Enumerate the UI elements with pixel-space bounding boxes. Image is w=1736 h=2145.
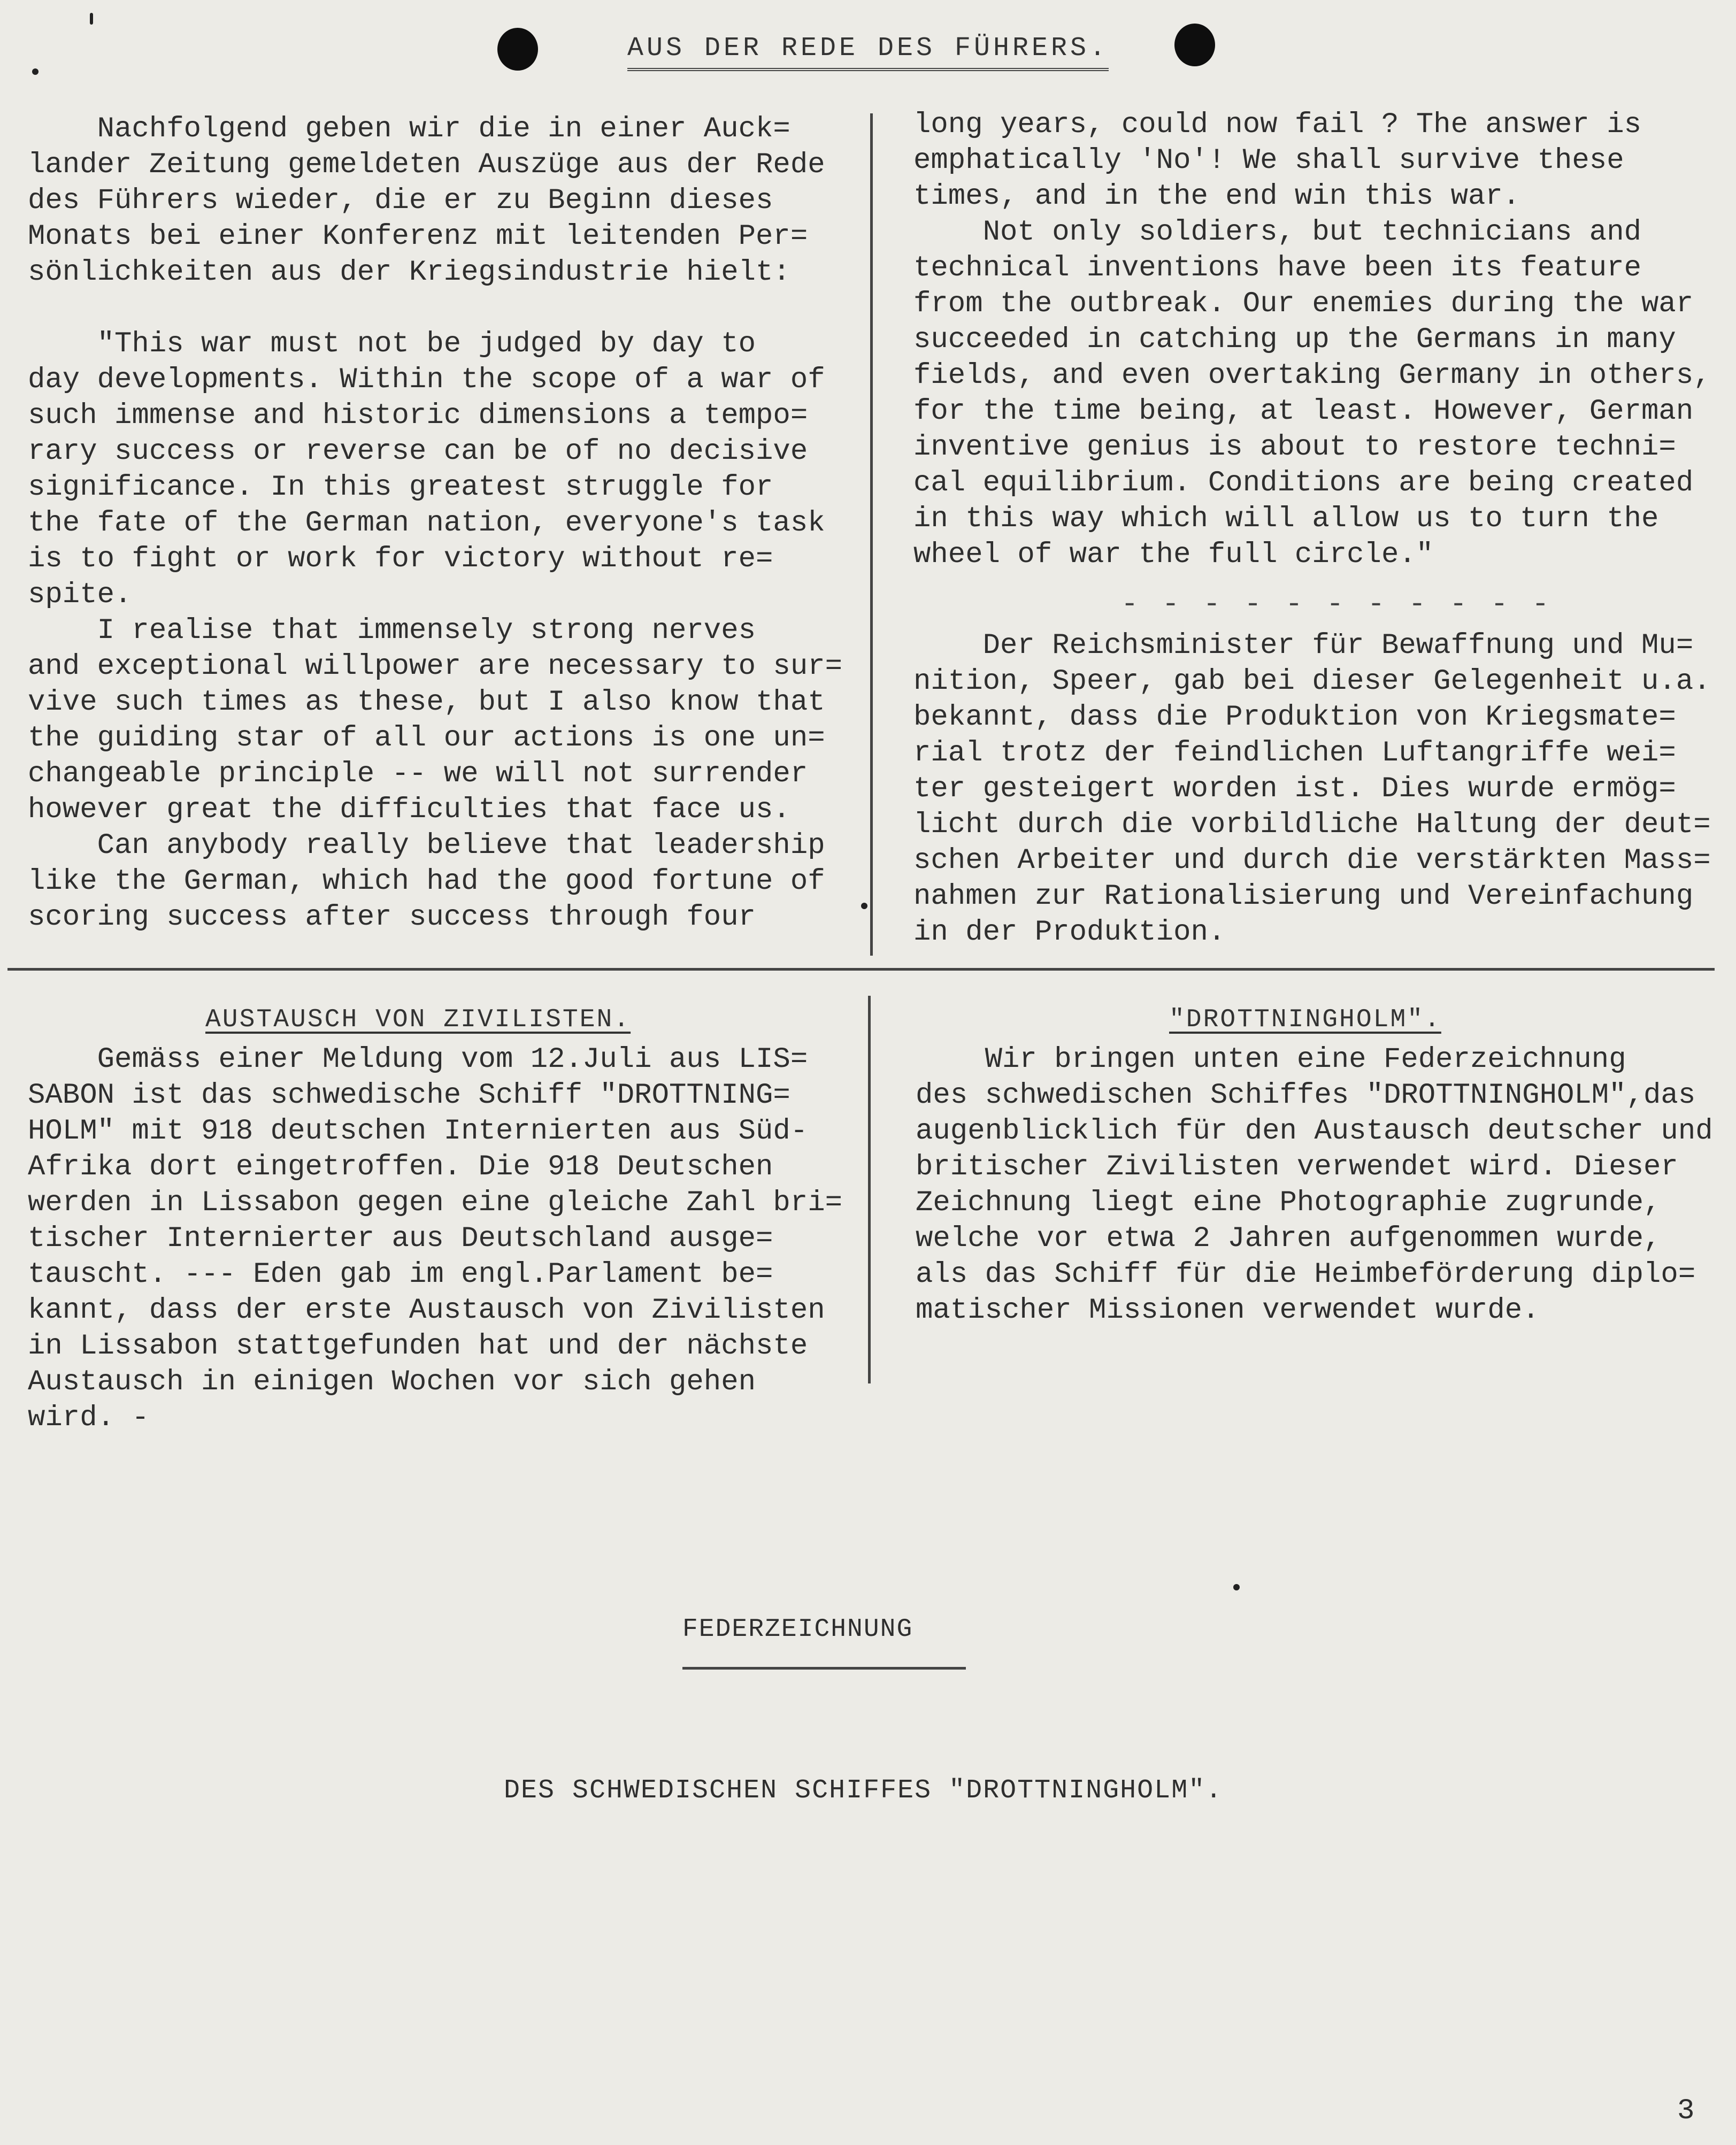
ship-paragraph: [916, 1042, 1713, 1328]
text-line: bekannt, dass die Produktion von Kriegsmate=: [913, 701, 1676, 734]
text-line: Gemäss einer Meldung vom 12.Juli aus LIS=: [28, 1043, 808, 1076]
text-line: succeeded in catching up the Germans in many: [913, 324, 1676, 356]
text-line: lander Zeitung gemeldeten Auszüge aus der Rede: [28, 149, 825, 181]
text-line: SABON ist das schwedische Schiff "DROTTNING=: [28, 1079, 790, 1112]
text-line: Afrika dort eingetroffen. Die 918 Deutschen: [28, 1151, 773, 1183]
text-line: wird. -: [28, 1402, 149, 1434]
text-line: nahmen zur Rationalisierung und Vereinfachung: [913, 880, 1694, 913]
text-line: augenblicklich für den Austausch deutscher und: [916, 1115, 1713, 1148]
text-line: Der Reichsminister für Bewaffnung und Mu=: [913, 629, 1694, 662]
text-line: rary success or reverse can be of no decisive: [28, 435, 808, 468]
text-line: significance. In this greatest struggle for: [28, 471, 773, 504]
text-line: I realise that immensely strong nerves: [28, 614, 756, 647]
text-line: long years, could now fail ? The answer is: [913, 109, 1642, 141]
text-line: ter gesteigert worden ist. Dies wurde ermög=: [913, 773, 1676, 805]
text-line: kannt, dass der erste Austausch von Zivilisten: [28, 1294, 825, 1327]
text-line: [28, 290, 842, 326]
caption-underline: [682, 1667, 966, 1670]
text-line: Monats bei einer Konferenz mit leitenden Per=: [28, 220, 808, 253]
text-line: cal equilibrium. Conditions are being created: [913, 467, 1694, 499]
column-divider-bottom: [868, 996, 871, 1383]
text-line: from the outbreak. Our enemies during the war: [913, 288, 1694, 320]
caption-heading: FEDERZEICHNUNG: [682, 1615, 913, 1644]
text-line: Not only soldiers, but technicians and: [913, 216, 1642, 249]
caption-subtitle: DES SCHWEDISCHEN SCHIFFES "DROTTNINGHOLM".: [504, 1775, 1223, 1806]
text-line: the guiding star of all our actions is one un=: [28, 722, 825, 755]
text-line: matischer Missionen verwendet wurde.: [916, 1294, 1540, 1327]
text-line: als das Schiff für die Heimbeförderung diplo=: [916, 1258, 1696, 1291]
speer-paragraph: [913, 628, 1711, 950]
text-line: britischer Zivilisten verwendet wird. Dieser: [916, 1151, 1678, 1183]
text-line: rial trotz der feindlichen Luftangriffe wei=: [913, 737, 1676, 770]
column-divider-top: [870, 113, 873, 956]
exchange-heading: AUSTAUSCH VON ZIVILISTEN.: [205, 1005, 631, 1034]
horizontal-rule: [7, 968, 1715, 971]
section-divider-dashes: - - - - - - - - - - -: [1121, 588, 1553, 621]
text-line: and exceptional willpower are necessary to sur=: [28, 650, 843, 683]
text-line: in this way which will allow us to turn the: [913, 503, 1659, 535]
speech-left-column: [28, 111, 842, 935]
text-line: tischer Internierter aus Deutschland ausge=: [28, 1223, 773, 1255]
text-line: however great the difficulties that face us.: [28, 794, 790, 826]
text-line: Wir bringen unten eine Federzeichnung: [916, 1043, 1626, 1076]
text-line: des schwedischen Schiffes "DROTTNINGHOLM",das: [916, 1079, 1696, 1112]
text-line: werden in Lissabon gegen eine gleiche Zahl bri=: [28, 1187, 843, 1219]
text-line: the fate of the German nation, everyone's task: [28, 507, 825, 540]
text-line: sönlichkeiten aus der Kriegsindustrie hielt:: [28, 256, 790, 289]
text-line: "This war must not be judged by day to: [28, 328, 756, 360]
text-line: in Lissabon stattgefunden hat und der nächste: [28, 1330, 808, 1363]
text-line: schen Arbeiter und durch die verstärkten Mass=: [913, 844, 1711, 877]
text-line: Nachfolgend geben wir die in einer Auck=: [28, 113, 790, 145]
text-line: licht durch die vorbildliche Haltung der deut=: [913, 809, 1711, 841]
text-line: vive such times as these, but I also know that: [28, 686, 825, 719]
text-line: spite.: [28, 579, 132, 611]
text-line: nition, Speer, gab bei dieser Gelegenheit u.a.: [913, 665, 1711, 698]
text-line: des Führers wieder, die er zu Beginn dieses: [28, 184, 773, 217]
text-line: wheel of war the full circle.": [913, 539, 1434, 571]
text-line: such immense and historic dimensions a tempo=: [28, 399, 808, 432]
ship-heading: "DROTTNINGHOLM".: [1169, 1005, 1441, 1034]
ink-speck: [861, 903, 867, 909]
text-line: scoring success after success through four: [28, 901, 756, 934]
text-line: HOLM" mit 918 deutschen Internierten aus Süd-: [28, 1115, 808, 1148]
page-title: AUS DER REDE DES FÜHRERS.: [0, 33, 1736, 71]
text-line: changeable principle -- we will not surrender: [28, 758, 808, 790]
text-line: inventive genius is about to restore techni=: [913, 431, 1676, 464]
text-line: day developments. Within the scope of a war of: [28, 364, 825, 396]
text-line: Zeichnung liegt eine Photographie zugrunde,: [916, 1187, 1661, 1219]
text-line: tauscht. --- Eden gab im engl.Parlament be=: [28, 1258, 773, 1291]
text-line: is to fight or work for victory without re=: [28, 543, 773, 575]
ink-speck: [90, 13, 93, 25]
text-line: fields, and even overtaking Germany in others,: [913, 359, 1711, 392]
text-line: emphatically 'No'! We shall survive these: [913, 144, 1624, 177]
text-line: times, and in the end win this war.: [913, 180, 1520, 213]
speech-right-column: [913, 107, 1711, 573]
text-line: welche vor etwa 2 Jahren aufgenommen wurde,: [916, 1223, 1661, 1255]
text-line: like the German, which had the good fortune of: [28, 865, 825, 898]
page-number: 3: [1677, 2095, 1695, 2127]
text-line: in der Produktion.: [913, 916, 1226, 949]
text-line: for the time being, at least. However, German: [913, 395, 1694, 428]
text-line: Austausch in einigen Wochen vor sich gehen: [28, 1366, 756, 1398]
text-line: technical inventions have been its feature: [913, 252, 1642, 285]
text-line: Can anybody really believe that leadership: [28, 829, 825, 862]
exchange-paragraph: [28, 1042, 842, 1436]
ink-speck: [1233, 1584, 1240, 1590]
